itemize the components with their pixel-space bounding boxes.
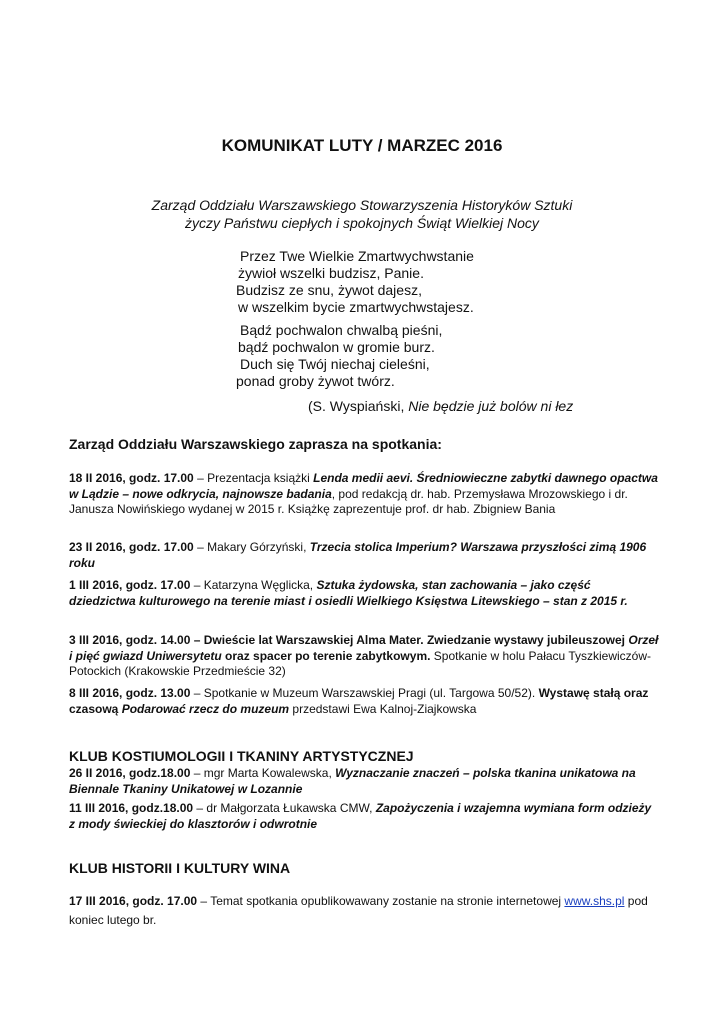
poem-line: Duch się Twój niechaj cieleśni, <box>240 356 430 372</box>
poem-stanza <box>236 322 442 390</box>
club-heading: KLUB KOSTIUMOLOGII I TKANINY ARTYSTYCZNEJ <box>69 748 414 764</box>
easter-greeting <box>0 196 724 232</box>
exhibition-title: Podarować rzecz do muzeum <box>121 701 290 716</box>
section-heading: Zarząd Oddziału Warszawskiego zaprasza na spotkania: <box>69 436 442 452</box>
poem-line: ponad groby żywot twórz. <box>236 373 395 389</box>
event-entry <box>69 766 659 797</box>
event-date: 11 III 2016, godz.18.00 <box>69 801 194 815</box>
event-text: – Prezentacja książki <box>193 471 314 485</box>
attribution-author: (S. Wyspiański, <box>308 398 409 414</box>
event-text: , pod redakcją dr. hab. Przemysława Mrozowskiego i dr. Janusza Nowińskiego wydanej w 2015 r. Książkę zaprezentuje prof. dr hab. Zbigniew Bania <box>69 486 628 516</box>
poem-line: Przez Twe Wielkie Zmartwychwstanie <box>240 248 474 264</box>
event-text: oraz spacer po terenie zabytkowym. <box>221 648 431 663</box>
attribution-title: Nie będzie już bolów ni łez <box>408 398 574 414</box>
event-text: – Dwieście lat Warszawskiej Alma Mater. Zwiedzanie wystawy jubileuszowej <box>190 633 629 647</box>
event-text: Wystawę stałą oraz czasową <box>69 686 649 716</box>
event-date: 23 II 2016, godz. 17.00 <box>69 540 194 554</box>
poem-line: w wszelkim bycie zmartwychwstajesz. <box>238 299 474 315</box>
lecture-title: Sztuka żydowska, stan zachowania – jako część dziedzictwa kulturowego na terenie miast i osiedli Wielkiego Księstwa Litewskiego – stan z 2015 r. <box>69 578 628 608</box>
poem-stanza <box>236 248 474 316</box>
event-text: Spotkanie w holu Pałacu Tyszkiewiczów-Potockich (Krakowskie Przedmieście 32) <box>69 648 651 678</box>
event-date: 1 III 2016, godz. 17.00 <box>69 578 191 592</box>
event-text: – Temat spotkania opublikowawany zostanie na stronie internetowej <box>197 894 565 908</box>
greeting-line: Zarząd Oddziału Warszawskiego Stowarzyszenia Historyków Sztuki <box>151 197 573 213</box>
event-entry <box>69 578 659 609</box>
exhibition-title: Orzeł i pięć gwiazd Uniwersytetu <box>69 633 659 663</box>
poem-line: Bądź pochwalon chwalbą pieśni, <box>240 322 443 338</box>
event-text: pod koniec lutego br. <box>69 894 648 927</box>
event-date: 8 III 2016, godz. 13.00 <box>69 686 191 700</box>
lecture-title: Trzecia stolica Imperium? Warszawa przyszłości zimą 1906 roku <box>69 540 647 570</box>
page-title: KOMUNIKAT LUTY / MARZEC 2016 <box>221 136 503 155</box>
event-text: – Makary Górzyński, <box>193 540 310 554</box>
event-text: – Katarzyna Węglicka, <box>190 578 317 592</box>
greeting-line: życzy Państwu ciepłych i spokojnych Świąt Wielkiej Nocy <box>185 215 539 231</box>
event-text: – Spotkanie w Muzeum Warszawskiej Pragi (ul. Targowa 50/52). <box>190 686 539 700</box>
event-entry <box>69 471 659 518</box>
event-date: 3 III 2016, godz. 14.00 <box>69 633 191 647</box>
event-text: – mgr Marta Kowalewska, <box>190 766 336 780</box>
event-text: przedstawi Ewa Kalnoj-Ziajkowska <box>289 701 477 716</box>
event-date: 18 II 2016, godz. 17.00 <box>69 471 194 485</box>
event-entry <box>69 686 659 717</box>
website-link[interactable]: www.shs.pl <box>564 894 625 908</box>
lecture-title: Wyznaczanie znaczeń – polska tkanina unikatowa na Biennale Tkaniny Unikatowej w Lozannie <box>69 766 636 796</box>
club-heading: KLUB HISTORII I KULTURY WINA <box>69 860 291 876</box>
event-entry <box>69 540 659 571</box>
event-entry <box>69 633 659 680</box>
poem-line: żywioł wszelki budzisz, Panie. <box>238 265 424 281</box>
book-title: Lenda medii aevi. Średniowieczne zabytki dawnego opactwa w Lądzie – nowe odkrycia, najnowsze badania <box>69 471 658 501</box>
event-text: – dr Małgorzata Łukawska CMW, <box>193 801 376 815</box>
poem-line: Budzisz ze snu, żywot dajesz, <box>236 282 422 298</box>
lecture-title: Zapożyczenia i wzajemna wymiana form odzieży z mody świeckiej do klasztorów i odwrotnie <box>69 801 652 831</box>
event-date: 26 II 2016, godz.18.00 <box>69 766 191 780</box>
poem-attribution <box>308 398 573 414</box>
event-entry <box>69 801 659 832</box>
event-date: 17 III 2016, godz. 17.00 <box>69 894 198 908</box>
poem-line: bądź pochwalon w gromie burz. <box>238 339 435 355</box>
event-entry <box>69 892 659 930</box>
